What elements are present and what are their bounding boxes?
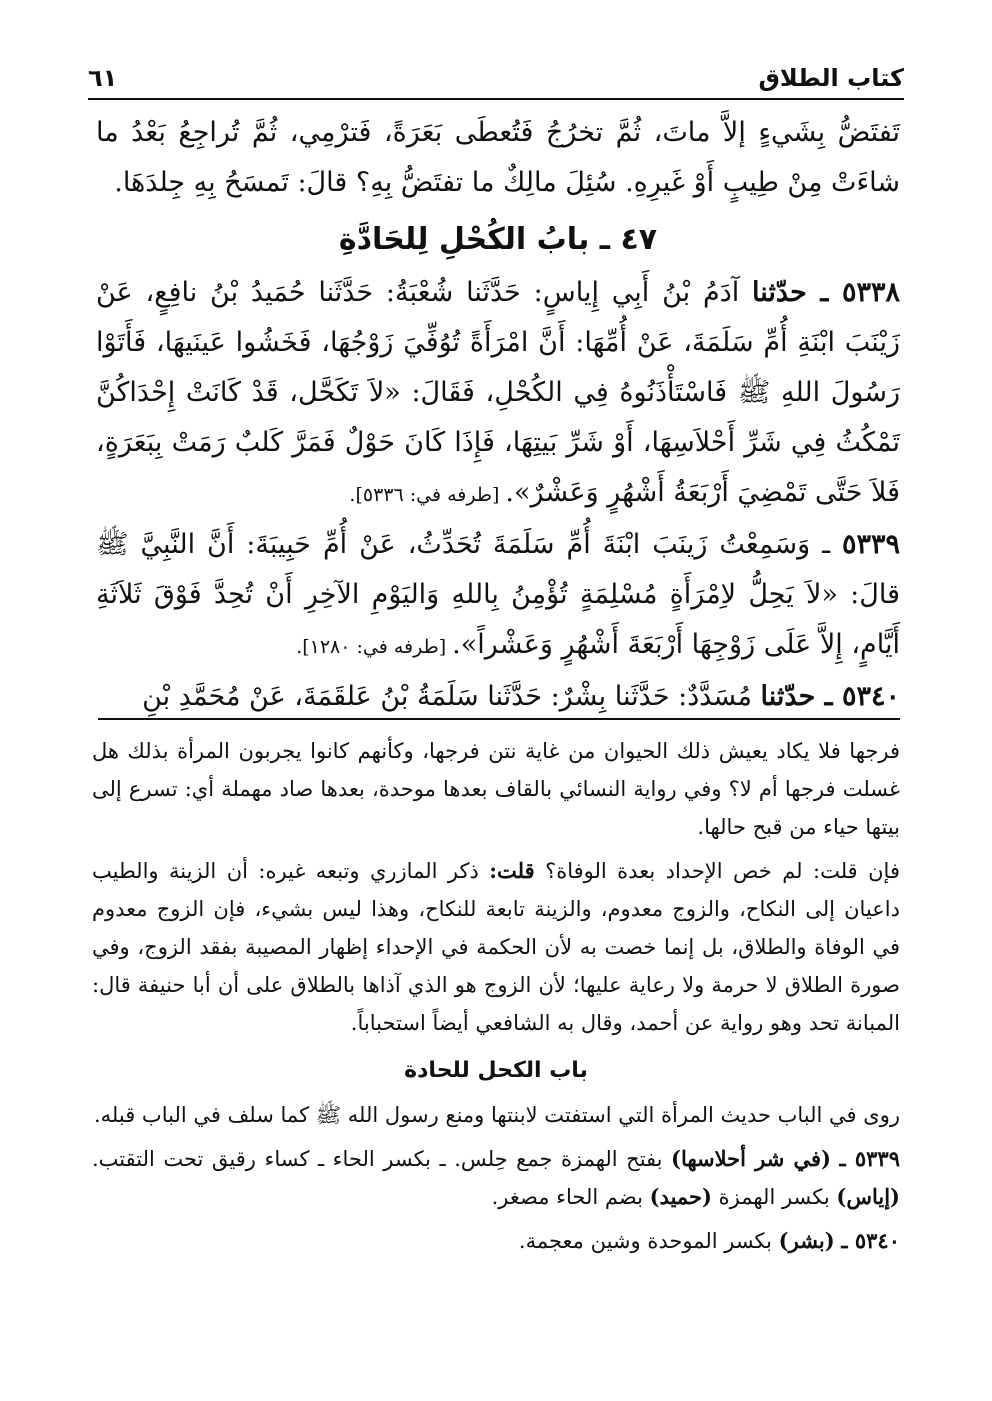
hadith-5340: [96, 672, 900, 722]
note-5340: [92, 1222, 900, 1260]
page-number: ٦١: [88, 64, 118, 92]
hadith-reference: [طرفه في: ٥٣٣٦].: [349, 484, 506, 506]
chapter-heading: ٤٧ ـ بابُ الكُحْلِ لِلحَادَّةِ: [338, 222, 658, 257]
commentary-paragraph: روى في الباب حديث المرأة التي استفتت لابنتها ومنع رسول الله ﷺ كما سلف في الباب قبله.: [94, 1103, 900, 1127]
hadith-number: ٥٣٣٩: [841, 529, 900, 560]
book-title: كتاب الطلاق: [758, 64, 904, 92]
note-term: (إياس): [836, 1184, 900, 1209]
hadith-text: مُسَدَّدٌ: حَدَّثَنا بِشْرٌ: حَدَّثَنا سَلَمَةُ بْنُ عَلقَمَةَ، عَنْ مُحَمَّدِ بْنِ: [142, 681, 761, 712]
commentary-heading: باب الكحل للحادة: [404, 1058, 588, 1083]
intro-paragraph: تَفتَضُّ بِشَيءٍ إلاَّ ماتَ، ثُمَّ تخرُجُ فَتُعطَى بَعَرَةً، فَترْمِي، ثُمَّ تُراجِعُ بَعْدُ ما شاءَتْ مِنْ طِيبٍ أَوْ غَيرِهِ. سُئِلَ مالِكٌ ما تفتَضُّ بِهِ؟ قالَ: تَمسَحُ بِهِ جِلدَهَا.: [96, 117, 900, 198]
note-number: ٥٣٣٩ ـ: [839, 1146, 900, 1171]
note-5339: [92, 1140, 900, 1216]
commentary: [92, 732, 900, 1260]
note-term: (بشر): [778, 1228, 835, 1253]
hadith-reference: [طرفه في: ١٢٨٠].: [296, 636, 453, 658]
question-text: فإن قلت: لم خص الإحداد بعدة الوفاة؟: [534, 859, 900, 883]
hadith-text: ـ وَسَمِعْتُ زَينَبَ ابْنَةَ أُمِّ سَلَمَةَ تُحَدِّثُ، عَنْ أُمِّ حَبِيبَةَ: أَنَّ النَّبِيَّ ﷺ قالَ: «لاَ يَحِلُّ لاِمْرَأَةٍ مُسْلِمَةٍ تُؤْمِنُ بِاللهِ وَاليَوْمِ الآخِرِ أَنْ تُحِدَّ فَوْقَ ثَلاَثَةِ أَيَّامٍ، إِلاَّ عَلَى زَوْجِهَا أَرْبَعَةَ أَشْهُرٍ وَعَشْراً».: [96, 529, 900, 660]
hadith-number: ٥٣٣٨ ـ حدّثنا: [752, 277, 900, 308]
commentary-paragraph: [92, 852, 900, 1042]
note-term: (في شر أحلاسها): [671, 1146, 831, 1171]
hadith-5338: [96, 268, 900, 520]
note-text: بكسر الموحدة وشين معجمة.: [518, 1229, 779, 1253]
note-text: بفتح الهمزة جمع حِلس. ـ بكسر الحاء ـ كساء رقيق تحت التقتب.: [92, 1147, 672, 1171]
note-text: بكسر الهمزة: [711, 1185, 837, 1209]
main-text: [96, 108, 900, 722]
hadith-number: ٥٣٤٠ ـ حدّثنا: [760, 681, 900, 712]
footnote-divider: [98, 718, 900, 720]
note-term: (حميد): [649, 1184, 712, 1209]
hadith-5339: [96, 520, 900, 672]
note-number: ٥٣٤٠ ـ: [841, 1228, 900, 1253]
commentary-paragraph: فرجها فلا يكاد يعيش ذلك الحيوان من غاية نتن فرجها، وكأنهم كانوا يجربون المرأة بذلك هل غسلت فرجها أم لا؟ وفي رواية النسائي بالقاف بعدها موحدة، بعدها صاد مهملة أي: تسرع إلى بيتها حياء من قبح حالها.: [92, 739, 900, 839]
page-header: [88, 54, 904, 100]
answer-text: ذكر المازري وتبعه غيره: أن الزينة والطيب داعيان إلى النكاح، والزوج معدوم، والزينة تابعة للنكاح، وهذا ليس بشيء، فإن الزوج معدوم في الوفاة والطلاق، بل إنما خصت به لأن الحكمة في الإحداء إظهار المصيبة بفقد الزوج، وفي صورة الطلاق لا حرمة ولا رعاية عليها؛ لأن الزوج هو الذي آذاها بالطلاق على أن أبا حنيفة قال: المبانة تحد وهو رواية عن أحمد، وقال به الشافعي أيضاً استحباباً.: [92, 859, 900, 1035]
hadith-text: آدَمُ بْنُ أَبِي إِياسٍ: حَدَّثَنا شُعْبَةُ: حَدَّثَنا حُمَيدُ بْنُ نافِعٍ، عَنْ زَيْنَبَ ابْنَةِ أُمِّ سَلَمَةَ، عَنْ أُمِّهَا: أَنَّ امْرَأَةً تُوُفِّيَ زَوْجُهَا، فَخَشُوا عَينَيهَا، فَأَتَوْا رَسُولَ اللهِ ﷺ فَاسْتَأْذَنُوهُ فِي الكُحْلِ، فَقَالَ: «لاَ تَكَحَّل، قَدْ كَانَتْ إِحْدَاكُنَّ تَمْكُثُ فِي شَرِّ أَحْلاَسِهَا، أَوْ شَرِّ بَيتِهَا، فَإِذَا كَانَ حَوْلٌ فَمَرَّ كَلبٌ رَمَتْ بِبَعَرَةٍ، فَلاَ حَتَّى تَمْضِيَ أَرْبَعَةُ أَشْهُرٍ وَعَشْرٌ».: [96, 277, 900, 508]
note-text: بضم الحاء مصغر.: [491, 1185, 650, 1209]
answer-marker: قلت:: [489, 858, 535, 883]
